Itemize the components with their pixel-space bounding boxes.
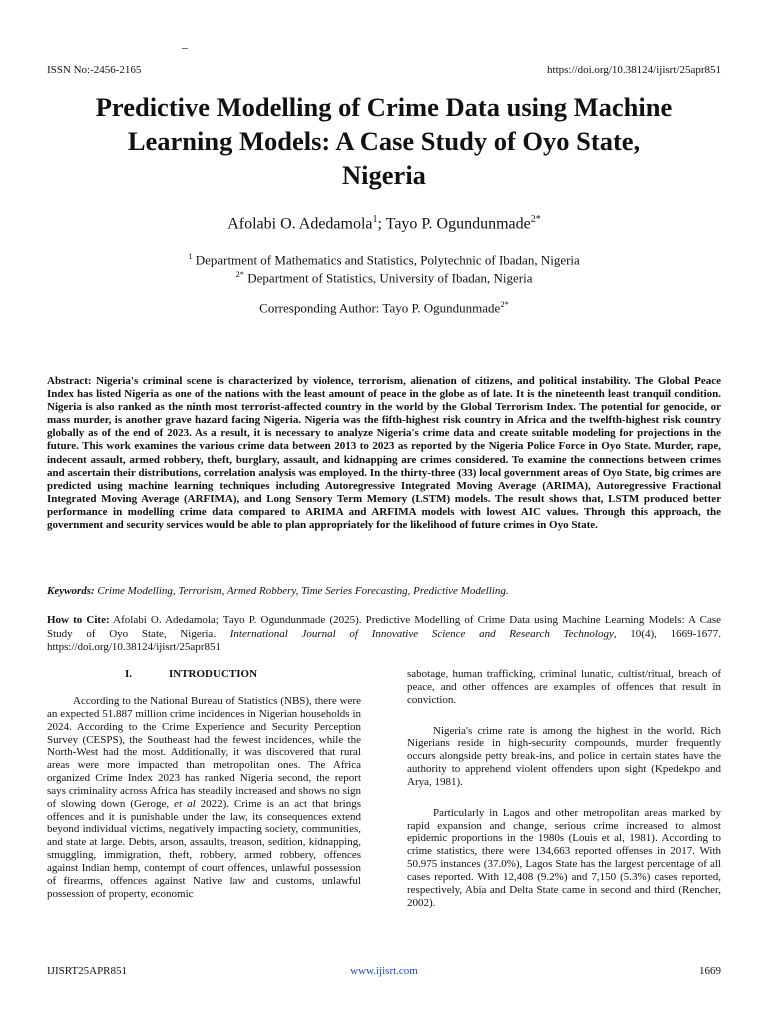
issn-number: ISSN No:-2456-2165: [47, 64, 142, 76]
corresponding-author-mark: 2*: [500, 299, 509, 309]
how-to-cite: [47, 614, 721, 655]
paper-title: [20, 90, 748, 192]
citation-text: Afolabi O. Adedamola; Tayo P. Ogundunmade (2025). Predictive Modelling of Crime Data using Machine Learning Models: A Case Study of Oyo State, Nigeria.: [47, 614, 721, 640]
right-column: [407, 668, 721, 910]
author-affiliation-mark: 1: [372, 214, 378, 225]
keywords-text: Crime Modelling, Terrorism, Armed Robbery, Time Series Forecasting, Predictive Modelling.: [94, 585, 509, 597]
author-name: Tayo P. Ogundunmade: [385, 215, 531, 233]
section-title: INTRODUCTION: [169, 668, 258, 680]
corresponding-author-text: Corresponding Author: Tayo P. Ogundunmade: [259, 300, 501, 316]
page-number: 1669: [699, 965, 721, 977]
corresponding-author: [0, 299, 768, 316]
keywords: [47, 585, 721, 597]
citation-journal: International Journal of Innovative Science and Research Technology: [229, 627, 614, 640]
title-line: Predictive Modelling of Crime Data using Machine: [95, 92, 673, 122]
body-paragraph: Particularly in Lagos and other metropolitan areas marked by rapid expansion and change, serious crime increased to almost epidemic proportions in the 1980s (Louis et al, 1981). According to crime statistics, there were 134,663 reported offenses in 2017. With 50.975 instances (37.0%), Lagos State has the largest percentage of all cases reported. With 12,408 (9.2%) and 7,150 (5.3%) cases reported, respectively, Abia and Delta State came in second and third (Rencher, 2002).: [407, 806, 721, 909]
section-number: I.: [125, 668, 133, 680]
footer-website-link[interactable]: www.ijisrt.com: [350, 965, 418, 977]
affiliation: [0, 251, 768, 268]
author-name: Afolabi O. Adedamola: [227, 215, 373, 233]
body-paragraph: sabotage, human trafficking, criminal lunatic, cultist/ritual, breach of peace, and other offences are examples of offences that result in conviction.: [407, 668, 721, 706]
footer-paper-id: IJISRT25APR851: [47, 965, 128, 977]
affiliation-mark: 2*: [235, 269, 245, 279]
header-doi-link[interactable]: https://doi.org/10.38124/ijisrt/25apr851: [547, 64, 721, 76]
affiliation-text: Department of Statistics, University of Ibadan, Nigeria: [247, 270, 533, 286]
author-affiliation-mark: 2*: [530, 214, 541, 225]
abstract: [47, 375, 721, 532]
affiliation-mark: 1: [188, 251, 193, 261]
how-to-cite-label: How to Cite:: [47, 614, 110, 626]
author-separator: ;: [377, 215, 386, 233]
paragraph-text: According to the National Bureau of Statistics (NBS), there were an expected 51.887 million crime incidences in Nigerian households in 2024. According to the Crime Experience and Security Perception Survey (CESPS), the Southeast had the fewest incidences, while the North-West had the most. Additionally, it was discovered that rural areas were more impacted than metropolitan ones. The Africa organized Crime Index 2023 has ranked Nigeria second, the report says criminality across Africa has steadily increased and shows no sign of slowing down (Geroge,: [47, 695, 361, 810]
citation-volume-doi[interactable]: , 10(4), 1669-1677. https://doi.org/10.38124/ijisrt/25apr851: [47, 627, 721, 653]
title-line: Learning Models: A Case Study of Oyo State,: [127, 126, 641, 156]
header-dash: –: [182, 40, 188, 54]
paragraph-text: 2022). Crime is an act that brings offences and it is punishable under the law, its consequences extend beyond individual victims, negatively impacting society, communities, and state at large. Debts, arson, assaults, treason, sedition, kidnapping, smuggling, immigration, theft, robbery, armed robbery, offences against Indian hemp, contempt of court offences, unlawful possession of firearms, offences against Native law and customs, unlawful possession of property, economic: [47, 797, 361, 900]
section-heading: [47, 668, 361, 681]
keywords-label: Keywords:: [47, 585, 95, 597]
body-paragraph: Nigeria's crime rate is among the highest in the world. Rich Nigerians reside in high-security compounds, murder frequently occurs alongside petty break-ins, and police in certain states have the authority to apprehend violent offenders upon sight (Kpedekpo and Arya, 1981).: [407, 724, 721, 788]
affiliation: [0, 269, 768, 286]
affiliation-text: Department of Mathematics and Statistics, Polytechnic of Ibadan, Nigeria: [195, 252, 580, 268]
intro-paragraph: [47, 695, 361, 901]
title-line: Nigeria: [342, 160, 426, 190]
author-list: [0, 214, 768, 233]
et-al-text: et al: [174, 797, 196, 810]
left-column: [47, 668, 361, 901]
abstract-label: Abstract:: [47, 375, 92, 387]
abstract-text: Nigeria's criminal scene is characterized by violence, terrorism, alienation of citizens, and political instability. The Global Peace Index has listed Nigeria as one of the nations with the least amount of peace in the globe as of late. It is the nineteenth least tranquil condition. Nigeria is also ranked as the ninth most terrorist-affected country in the world by the Global Terrorism Index. The potential for genocide, or mass murder, is another grave hazard facing Nigeria. Nigeria was the fifth-highest risk country in Africa and the twelfth-highest risk country globally as of the end of 2023. As a result, it is necessary to analyze Nigeria's crime data and create suitable modeling for projections in the future. This work examines the various crime data between 2013 to 2023 as reported by the Nigeria Police Force in Oyo State. Murder, rape, indecent assault, armed robbery, theft, burglary, assault, and kidnapping are crimes considered. To examine the connections between crimes and ascertain their distributions, correlation analysis was employed. In the thirty-three (33) local government areas of Oyo State, big crimes are predicted using machine learning techniques including Autoregressive Integrated Moving Average (ARIMA), Autoregressive Fractional Integrated Moving Average (ARFIMA), and Long Sensory Term Memory (LSTM) models. The result shows that, LSTM produced better performance in modelling crime data compared to ARIMA and ARFIMA models with lowest AIC values. Through this approach, the government and security services would be able to plan appropriately for the likelihood of future crimes in Oyo State.: [47, 375, 721, 532]
